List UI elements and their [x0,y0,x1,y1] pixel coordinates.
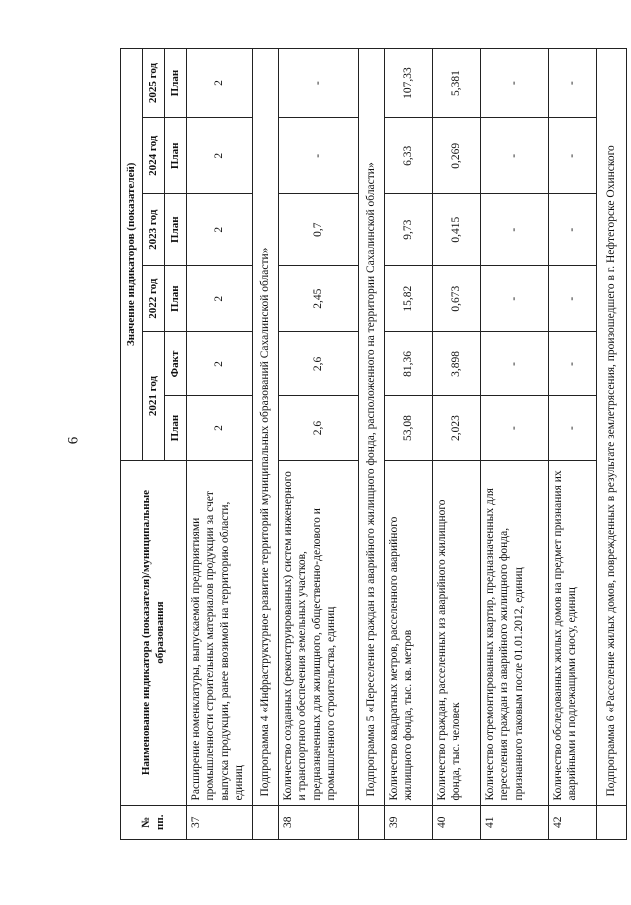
indicator-value: 2 [187,118,253,194]
table-row [549,49,597,840]
row-number: 39 [385,805,433,839]
indicator-value: 0,673 [433,265,481,332]
indicator-name: Расширение номенклатуры, выпускаемой предприятиями промышленности строительных материалов продукции за счет выпуска продукции, ранее ввозимой на территорию области, единиц [187,460,253,805]
section-row [253,49,279,840]
indicator-value: - [549,194,597,265]
header-year-2024: 2024 год [143,118,165,194]
header-year-2021: 2021 год [143,332,165,460]
indicator-name: Количество квадратных метров, расселенного аварийного жилищного фонда, тыс. кв. метров [385,460,433,805]
indicator-value: - [481,265,549,332]
row-number: 37 [187,805,253,839]
header-values: Значение индикаторов (показателей) [121,49,143,461]
header-year-2023: 2023 год [143,194,165,265]
indicator-value: - [549,118,597,194]
table-row [187,49,253,840]
page-number: 6 [65,436,82,445]
row-number: 42 [549,805,597,839]
indicator-value: - [549,49,597,118]
header-plan-2022: План [165,265,187,332]
indicator-name: Количество созданных (реконструированных) систем инженерного и транспортного обеспечения земельных участков, предназначенных для жилищного, общественно-делового и промышленного строительства, единиц [279,460,359,805]
section-num-cell [597,805,627,839]
indicator-value: 3,898 [433,332,481,396]
indicator-value: 2 [187,194,253,265]
table-row [385,49,433,840]
row-number: 38 [279,805,359,839]
indicator-value: 2 [187,49,253,118]
indicator-value: - [481,332,549,396]
indicator-value: 5,381 [433,49,481,118]
header-plan-2025: План [165,49,187,118]
indicator-value: 81,36 [385,332,433,396]
indicator-value: 0,7 [279,194,359,265]
indicator-value: 0,415 [433,194,481,265]
section-title: Подпрограмма 4 «Инфраструктурное развитие территорий муниципальных образований Сахалинской области» [253,49,279,806]
header-plan-2023: План [165,194,187,265]
section-num-cell [253,805,279,839]
header-plan-2021: План [165,396,187,460]
indicator-table-rotated [120,48,618,840]
indicator-value: 6,33 [385,118,433,194]
indicator-name: Количество граждан, расселенных из аварийного жилищного фонда, тыс. человек [433,460,481,805]
indicator-table [120,48,627,840]
indicator-value: - [481,396,549,460]
indicator-value: 2,6 [279,332,359,396]
indicator-value: 2 [187,396,253,460]
table-row [481,49,549,840]
section-row [597,49,627,840]
header-fact-2021: Факт [165,332,187,396]
section-row [359,49,385,840]
indicator-name: Количество обследованных жилых домов на предмет признания их аварийными и подлежащими сносу, единиц [549,460,597,805]
indicator-value: 53,08 [385,396,433,460]
table-body [187,49,627,840]
section-title: Подпрограмма 6 «Расселение жилых домов, поврежденных в результате землетрясения, произошедшего в г. Нефтегорске Охинского [597,49,627,806]
header-plan-2024: План [165,118,187,194]
indicator-name: Количество отремонтированных квартир, предназначенных для переселения граждан из аварийного жилищного фонда, признанного таковым после 01.01.2012, единиц [481,460,549,805]
indicator-value: - [549,265,597,332]
indicator-value: 2,45 [279,265,359,332]
section-title: Подпрограмма 5 «Переселение граждан из аварийного жилищного фонда, расположенного на территории Сахалинской области» [359,49,385,806]
row-number: 41 [481,805,549,839]
row-number: 40 [433,805,481,839]
indicator-value: - [481,49,549,118]
indicator-value: 107,33 [385,49,433,118]
indicator-value: 2 [187,265,253,332]
indicator-value: - [279,49,359,118]
header-year-2022: 2022 год [143,265,165,332]
header-indicator-name: Наименование индикатора (показателя)/муниципальные образования [121,460,187,805]
indicator-value: - [549,396,597,460]
indicator-value: - [279,118,359,194]
indicator-value: 15,82 [385,265,433,332]
indicator-value: 0,269 [433,118,481,194]
table-row [279,49,359,840]
table-row [433,49,481,840]
indicator-value: - [481,194,549,265]
indicator-value: 9,73 [385,194,433,265]
indicator-value: - [481,118,549,194]
indicator-value: 2,6 [279,396,359,460]
indicator-value: 2 [187,332,253,396]
header-year-2025: 2025 год [143,49,165,118]
header-num: № пп. [121,805,187,839]
indicator-value: - [549,332,597,396]
section-num-cell [359,805,385,839]
indicator-value: 2,023 [433,396,481,460]
